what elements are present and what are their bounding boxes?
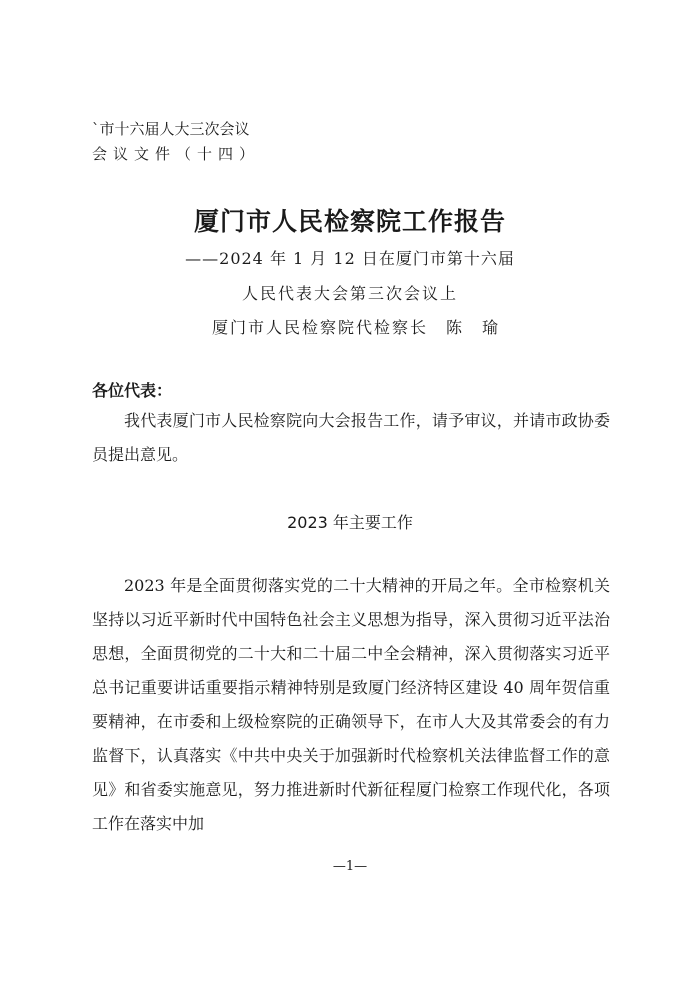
salutation: 各位代表： (92, 381, 173, 400)
document-number: 会议文件（十四） (92, 145, 261, 163)
subtitle-line-1: ——2024 年 1 月 12 日在厦门市第十六届 (185, 249, 515, 268)
section-heading: 2023 年主要工作 (287, 513, 413, 532)
body-paragraph: 2023 年是全面贯彻落实党的二十大精神的开局之年。全市检察机关坚持以习近平新时代中国特色社会主义思想为指导，深入贯彻习近平法治思想，全面贯彻党的二十大和二十届二中全会精神，深入贯彻落实习近平总书记重要讲话重要指示精神特别是致厦门经济特区建设 40 周年贺信重要精神，在市委和上级检察院的正确领导下，在市人大及其常委会的有力监督下，认真落实《中共中央关于加强新时代检察机关法律监督工作的意见》和省委实施意见，努力推进新时代新征程厦门检察工作现代化，各项工作在落实中加 (92, 576, 610, 833)
intro-paragraph: 我代表厦门市人民检察院向大会报告工作，请予审议，并请市政协委员提出意见。 (92, 411, 610, 464)
meeting-label: `市十六届人大三次会议 (92, 120, 250, 138)
subtitle-line-2: 人民代表大会第三次会议上 (241, 284, 458, 303)
subtitle-line-3: 厦门市人民检察院代检察长 陈 瑜 (211, 318, 500, 337)
report-title: 厦门市人民检察院工作报告 (193, 207, 506, 236)
page-number: —1— (332, 859, 368, 874)
